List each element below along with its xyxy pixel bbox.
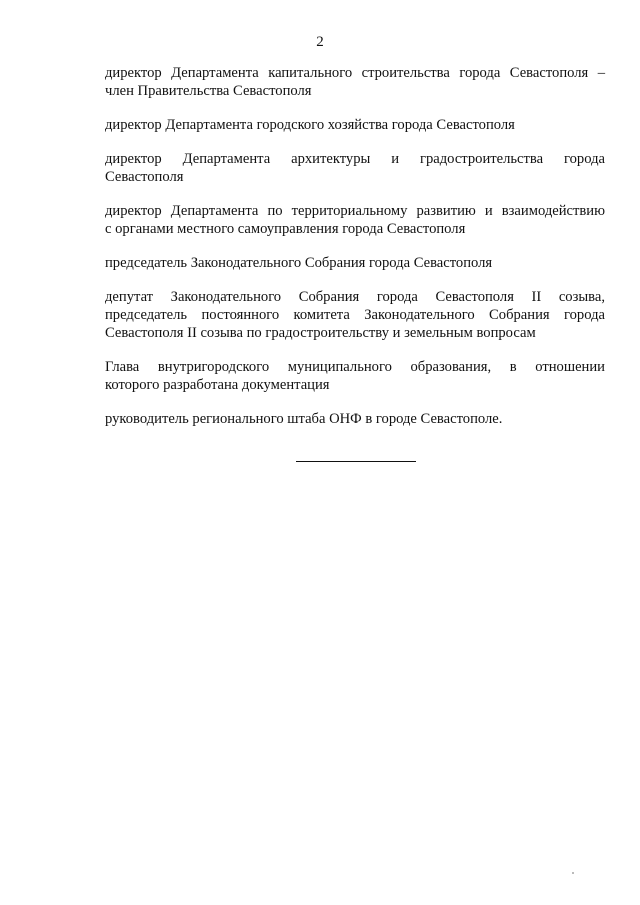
- entry-line: директор Департамента по территориальному развитию и взаимодействию: [105, 203, 605, 219]
- entry-line: с органами местного самоуправления города Севастополя: [105, 221, 466, 237]
- list-entry-architecture-director: [105, 150, 605, 186]
- entry-line: директор Департамента архитектуры и градостроительства города: [105, 151, 605, 167]
- document-body: [105, 64, 605, 444]
- scan-speck: [572, 872, 574, 874]
- entry-line: которого разработана документация: [105, 377, 330, 393]
- entry-line: директор Департамента капитального строительства города Севастополя –: [105, 65, 605, 81]
- entry-line: руководитель регионального штаба ОНФ в городе Севастополе.: [105, 411, 503, 427]
- list-entry-territorial-development-director: [105, 202, 605, 238]
- entry-line: Глава внутригородского муниципального образования, в отношении: [105, 359, 605, 375]
- list-entry-city-economy-director: [105, 116, 605, 134]
- entry-line: председатель Законодательного Собрания города Севастополя: [105, 255, 493, 271]
- list-entry-assembly-chairman: [105, 254, 605, 272]
- page-number: 2: [316, 34, 324, 50]
- entry-line: председатель постоянного комитета Законодательного Собрания города: [105, 307, 605, 323]
- list-entry-assembly-deputy: [105, 288, 605, 342]
- list-entry-municipal-head: [105, 358, 605, 394]
- entry-line: директор Департамента городского хозяйства города Севастополя: [105, 117, 515, 133]
- entry-line: Севастополя II созыва по градостроительству и земельным вопросам: [105, 325, 536, 341]
- list-entry-construction-director: [105, 64, 605, 100]
- list-entry-onf-head: [105, 410, 605, 428]
- entry-line: член Правительства Севастополя: [105, 83, 312, 99]
- entry-line: депутат Законодательного Собрания города Севастополя II созыва,: [105, 289, 605, 305]
- closing-separator-line: [296, 461, 416, 462]
- entry-line: Севастополя: [105, 169, 184, 185]
